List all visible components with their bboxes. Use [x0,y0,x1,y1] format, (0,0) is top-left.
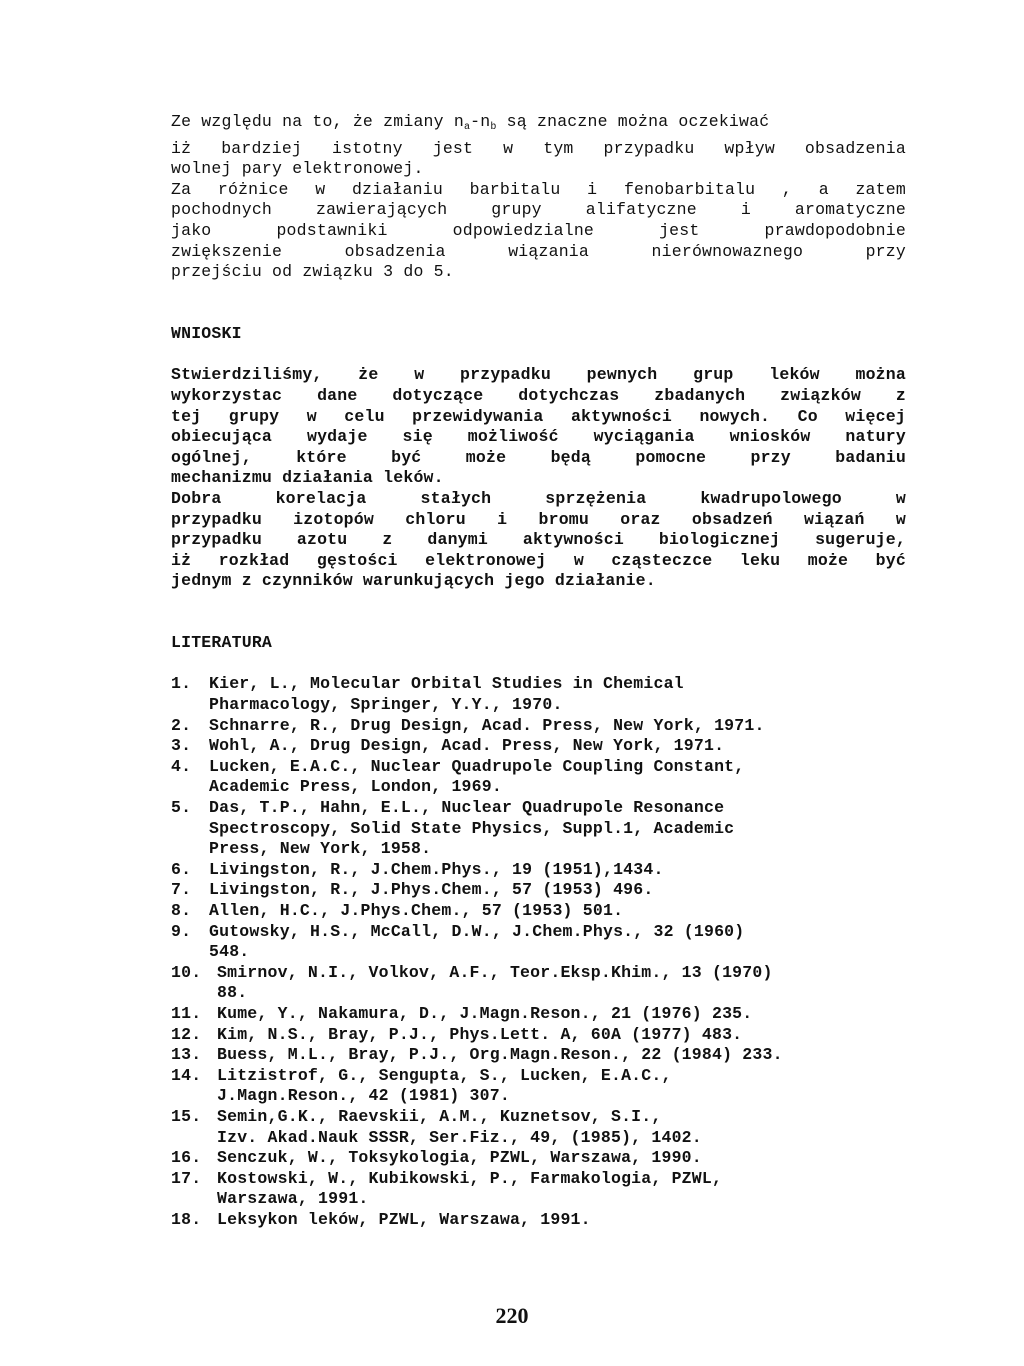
reference-line: Kostowski, W., Kubikowski, P., Farmakologia, PZWL, [217,1168,723,1188]
literatura-heading: LITERATURA [171,632,273,652]
wnioski-line-1: Stwierdziliśmy, że w przypadku pewnych grup leków można [171,365,906,385]
reference-line: Pharmacology, Springer, Y.Y., 1970. [209,695,563,715]
reference-line: Wohl, A., Drug Design, Acad. Press, New York, 1971. [209,736,725,756]
reference-text [217,1169,906,1210]
reference-item [171,757,906,798]
reference-number: 14. [171,1065,202,1085]
reference-number: 3. [171,736,192,756]
intro-line-6: jako podstawniki odpowiedzialne jest prawdopodobnie [171,220,906,240]
reference-line: Schnarre, R., Drug Design, Acad. Press, New York, 1971. [209,715,765,735]
reference-text [209,901,906,922]
reference-line: Lucken, E.A.C., Nuclear Quadrupole Coupling Constant, [209,756,745,776]
reference-item [171,1066,906,1107]
page-number: 220 [495,1303,529,1328]
reference-number: 6. [171,859,192,879]
reference-text [209,798,906,860]
reference-number: 1. [171,674,192,694]
document-page [171,112,906,1231]
reference-line: 548. [209,942,250,962]
reference-text [217,1066,906,1107]
intro-line-4: Za różnice w działaniu barbitalu i fenobarbitalu , a zatem [171,179,906,199]
reference-number: 12. [171,1024,202,1044]
wnioski-line-10: iż rozkład gęstości elektronowej w cząsteczce leku może być [171,550,906,570]
reference-item [171,736,906,757]
reference-item [171,1025,906,1046]
wnioski-line-5: ogólnej, które być może będą pomocne przy badaniu [171,447,906,467]
reference-number: 2. [171,715,192,735]
intro-line-1-part-2: -n [470,112,491,131]
reference-number: 5. [171,798,192,818]
wnioski-line-11: jednym z czynników warunkujących jego działanie. [171,571,656,591]
reference-item [171,1045,906,1066]
intro-line-8: przejściu od związku 3 do 5. [171,262,454,282]
reference-line: Kim, N.S., Bray, P.J., Phys.Lett. A, 60A (1977) 483. [217,1024,743,1044]
wnioski-line-6: mechanizmu działania leków. [171,468,444,488]
reference-text [209,922,906,963]
reference-number: 10. [171,962,202,982]
reference-line: Academic Press, London, 1969. [209,777,502,797]
reference-text [217,1045,906,1066]
intro-line-7: zwiększenie obsadzenia wiązania nierównowaznego przy [171,241,906,261]
intro-line-3: wolnej pary elektronowej. [171,159,424,179]
reference-text [217,1004,906,1025]
reference-line: Warszawa, 1991. [217,1189,369,1209]
reference-line: Livingston, R., J.Chem.Phys., 19 (1951),1434. [209,859,664,879]
reference-item [171,1004,906,1025]
reference-line: Allen, H.C., J.Phys.Chem., 57 (1953) 501. [209,901,624,920]
reference-line: Press, New York, 1958. [209,839,432,859]
reference-item [171,901,906,922]
wnioski-line-7: Dobra korelacja stałych sprzężenia kwadrupolowego w [171,488,906,508]
reference-line: J.Magn.Reson., 42 (1981) 307. [217,1086,510,1106]
reference-item [171,1210,906,1231]
reference-text [217,1025,906,1046]
wnioski-line-2: wykorzystac dane dotyczące dotychczas zbadanych związków z [171,385,906,405]
reference-text [209,757,906,798]
reference-line: Litzistrof, G., Sengupta, S., Lucken, E.A.C., [217,1065,672,1085]
reference-item [171,860,906,881]
wnioski-heading: WNIOSKI [171,323,242,343]
wnioski-line-9: przypadku azotu z danymi aktywności biologicznej sugeruje, [171,530,906,550]
reference-line: Buess, M.L., Bray, P.J., Org.Magn.Reson., 22 (1984) 233. [217,1045,783,1065]
reference-list [171,674,906,1230]
reference-line: 88. [217,983,248,1003]
reference-item [171,1148,906,1169]
reference-number: 11. [171,1003,202,1023]
reference-item [171,963,906,1004]
reference-line: Smirnov, N.I., Volkov, A.F., Teor.Eksp.Khim., 13 (1970) [217,962,773,982]
reference-item [171,880,906,901]
reference-item [171,798,906,860]
reference-text [217,1148,906,1169]
intro-line-1 [171,112,906,139]
reference-item [171,922,906,963]
reference-text [209,674,906,715]
reference-number: 17. [171,1168,202,1188]
intro-line-5: pochodnych zawierających grupy alifatyczne i aromatyczne [171,200,906,220]
reference-number: 9. [171,921,192,941]
reference-line: Gutowsky, H.S., McCall, D.W., J.Chem.Phys., 32 (1960) [209,921,745,941]
reference-line: Livingston, R., J.Phys.Chem., 57 (1953) 496. [209,880,654,900]
wnioski-line-4: obiecująca wydaje się możliwość wyciągania wniosków natury [171,427,906,447]
reference-number: 8. [171,901,192,920]
reference-number: 16. [171,1148,202,1168]
intro-paragraph [171,112,906,283]
reference-text [217,1210,906,1231]
reference-number: 18. [171,1209,202,1229]
reference-line: Semin,G.K., Raevskii, A.M., Kuznetsov, S.I., [217,1106,662,1126]
wnioski-line-8: przypadku izotopów chloru i bromu oraz obsadzeń wiązań w [171,509,906,529]
reference-text [217,1107,906,1148]
reference-text [217,963,906,1004]
reference-line: Izv. Akad.Nauk SSSR, Ser.Fiz., 49, (1985), 1402. [217,1127,702,1147]
reference-text [209,736,906,757]
intro-line-2: iż bardziej istotny jest w tym przypadku wpływ obsadzenia [171,138,906,158]
reference-text [209,880,906,901]
reference-line: Kier, L., Molecular Orbital Studies in Chemical [209,674,684,694]
reference-number: 7. [171,880,192,900]
reference-item [171,1107,906,1148]
reference-line: Das, T.P., Hahn, E.L., Nuclear Quadrupole Resonance [209,798,725,818]
reference-text [209,716,906,737]
reference-line: Leksykon leków, PZWL, Warszawa, 1991. [217,1209,591,1229]
reference-item [171,716,906,737]
reference-line: Kume, Y., Nakamura, D., J.Magn.Reson., 21 (1976) 235. [217,1003,753,1023]
reference-number: 15. [171,1106,202,1126]
wnioski-paragraph [171,365,906,592]
reference-line: Senczuk, W., Toksykologia, PZWL, Warszawa, 1990. [217,1148,702,1168]
intro-line-1-part-3: są znaczne można oczekiwać [496,112,770,131]
reference-text [209,860,906,881]
reference-number: 4. [171,756,192,776]
reference-line: Spectroscopy, Solid State Physics, Suppl.1, Academic [209,818,735,838]
reference-item [171,1169,906,1210]
reference-item [171,674,906,715]
subscript-a: a [463,122,471,133]
wnioski-line-3: tej grupy w celu przewidywania aktywności nowych. Co więcej [171,406,906,426]
subscript-b: b [490,122,497,133]
intro-line-1-part-1: Ze względu na to, że zmiany n [171,112,464,131]
reference-number: 13. [171,1045,202,1065]
